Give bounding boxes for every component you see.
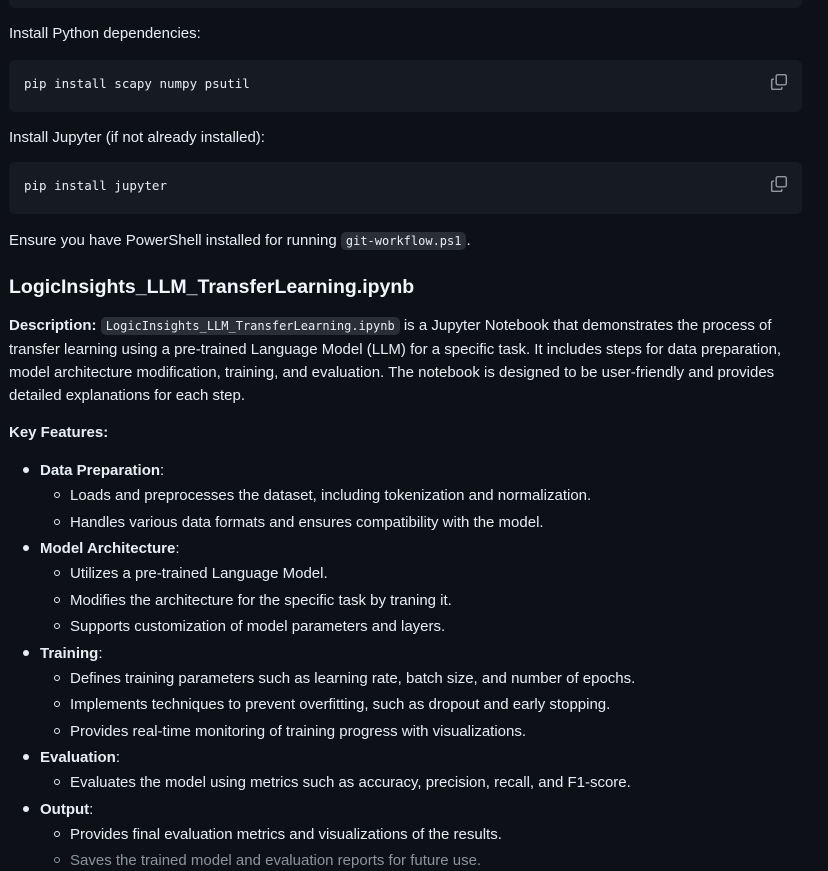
feature-list	[9, 458, 809, 871]
jupyter-command[interactable]: pip install jupyter	[24, 178, 167, 193]
copy-icon[interactable]	[770, 175, 788, 193]
install-deps-text: Install Python dependencies:	[9, 25, 201, 42]
feature-detail: Saves the trained model and evaluation reports for future use.	[40, 848, 809, 871]
powershell-note	[9, 229, 471, 253]
description-text: is a Jupyter Notebook that demonstrates the process of transfer learning using a pre-trained Language Model (LLM) for a specific task. It includes steps for data preparation, model architecture modification, training, and evaluation. The notebook is designed to be user-friendly and provides detailed explanations for each step.	[9, 317, 782, 404]
feature-detail: Utilizes a pre-trained Language Model.	[40, 561, 809, 588]
powershell-prefix: Ensure you have PowerShell installed for running	[9, 232, 341, 249]
feature-item: Output: Provides final evaluation metrics and visualizations of the results. Saves the trained model and evaluation reports for future use.	[9, 797, 809, 871]
feature-detail: Evaluates the model using metrics such as accuracy, precision, recall, and F1-score.	[40, 770, 809, 797]
feature-title: Data Preparation	[40, 462, 161, 479]
deps-command[interactable]: pip install scapy numpy psutil	[24, 76, 250, 91]
feature-title: Model Architecture	[40, 540, 176, 557]
feature-detail: Modifies the architecture for the specific task by traning it.	[40, 588, 809, 615]
feature-detail: Supports customization of model parameters and layers.	[40, 614, 809, 641]
feature-title: Training	[40, 644, 99, 662]
copy-icon[interactable]	[770, 73, 788, 91]
key-features-label: Key Features:	[9, 424, 109, 441]
feature-item: Training: Defines training parameters such as learning rate, batch size, and number of epochs. Implements techniques to prevent overfitting, such as dropout and early stopping. Provides real-time monitoring of training progress with visualizations.	[9, 641, 809, 746]
install-jupyter-text: Install Jupyter (if not already installed):	[9, 129, 265, 146]
notebook-description	[9, 314, 809, 407]
feature-detail: Provides real-time monitoring of training progress with visualizations.	[40, 719, 809, 746]
powershell-script-code: git-workflow.ps1	[341, 232, 467, 250]
previous-code-block-edge	[9, 0, 802, 8]
feature-title: Evaluation	[40, 749, 116, 766]
powershell-suffix: .	[466, 232, 471, 249]
jupyter-code-block	[9, 162, 802, 214]
feature-detail: Handles various data formats and ensures compatibility with the model.	[40, 510, 809, 537]
feature-detail: Loads and preprocesses the dataset, including tokenization and normalization.	[40, 483, 809, 510]
feature-detail: Defines training parameters such as learning rate, batch size, and number of epochs.	[40, 666, 809, 693]
deps-code-block	[9, 60, 802, 112]
notebook-file-code: LogicInsights_LLM_TransferLearning.ipynb	[101, 317, 400, 335]
feature-item: Evaluation: Evaluates the model using metrics such as accuracy, precision, recall, and F1-score.	[9, 745, 809, 797]
feature-item: Data Preparation: Loads and preprocesses the dataset, including tokenization and normalization. Handles various data formats and ensures compatibility with the model.	[9, 458, 809, 536]
feature-item: Model Architecture: Utilizes a pre-trained Language Model. Modifies the architecture for the specific task by traning it. Supports customization of model parameters and layers.	[9, 536, 809, 641]
feature-detail: Provides final evaluation metrics and visualizations of the results.	[40, 822, 809, 849]
notebook-heading: LogicInsights_LLM_TransferLearning.ipynb	[9, 276, 415, 298]
feature-detail: Implements techniques to prevent overfitting, such as dropout and early stopping.	[40, 692, 809, 719]
feature-title: Output	[40, 800, 90, 818]
description-label: Description:	[9, 317, 97, 334]
